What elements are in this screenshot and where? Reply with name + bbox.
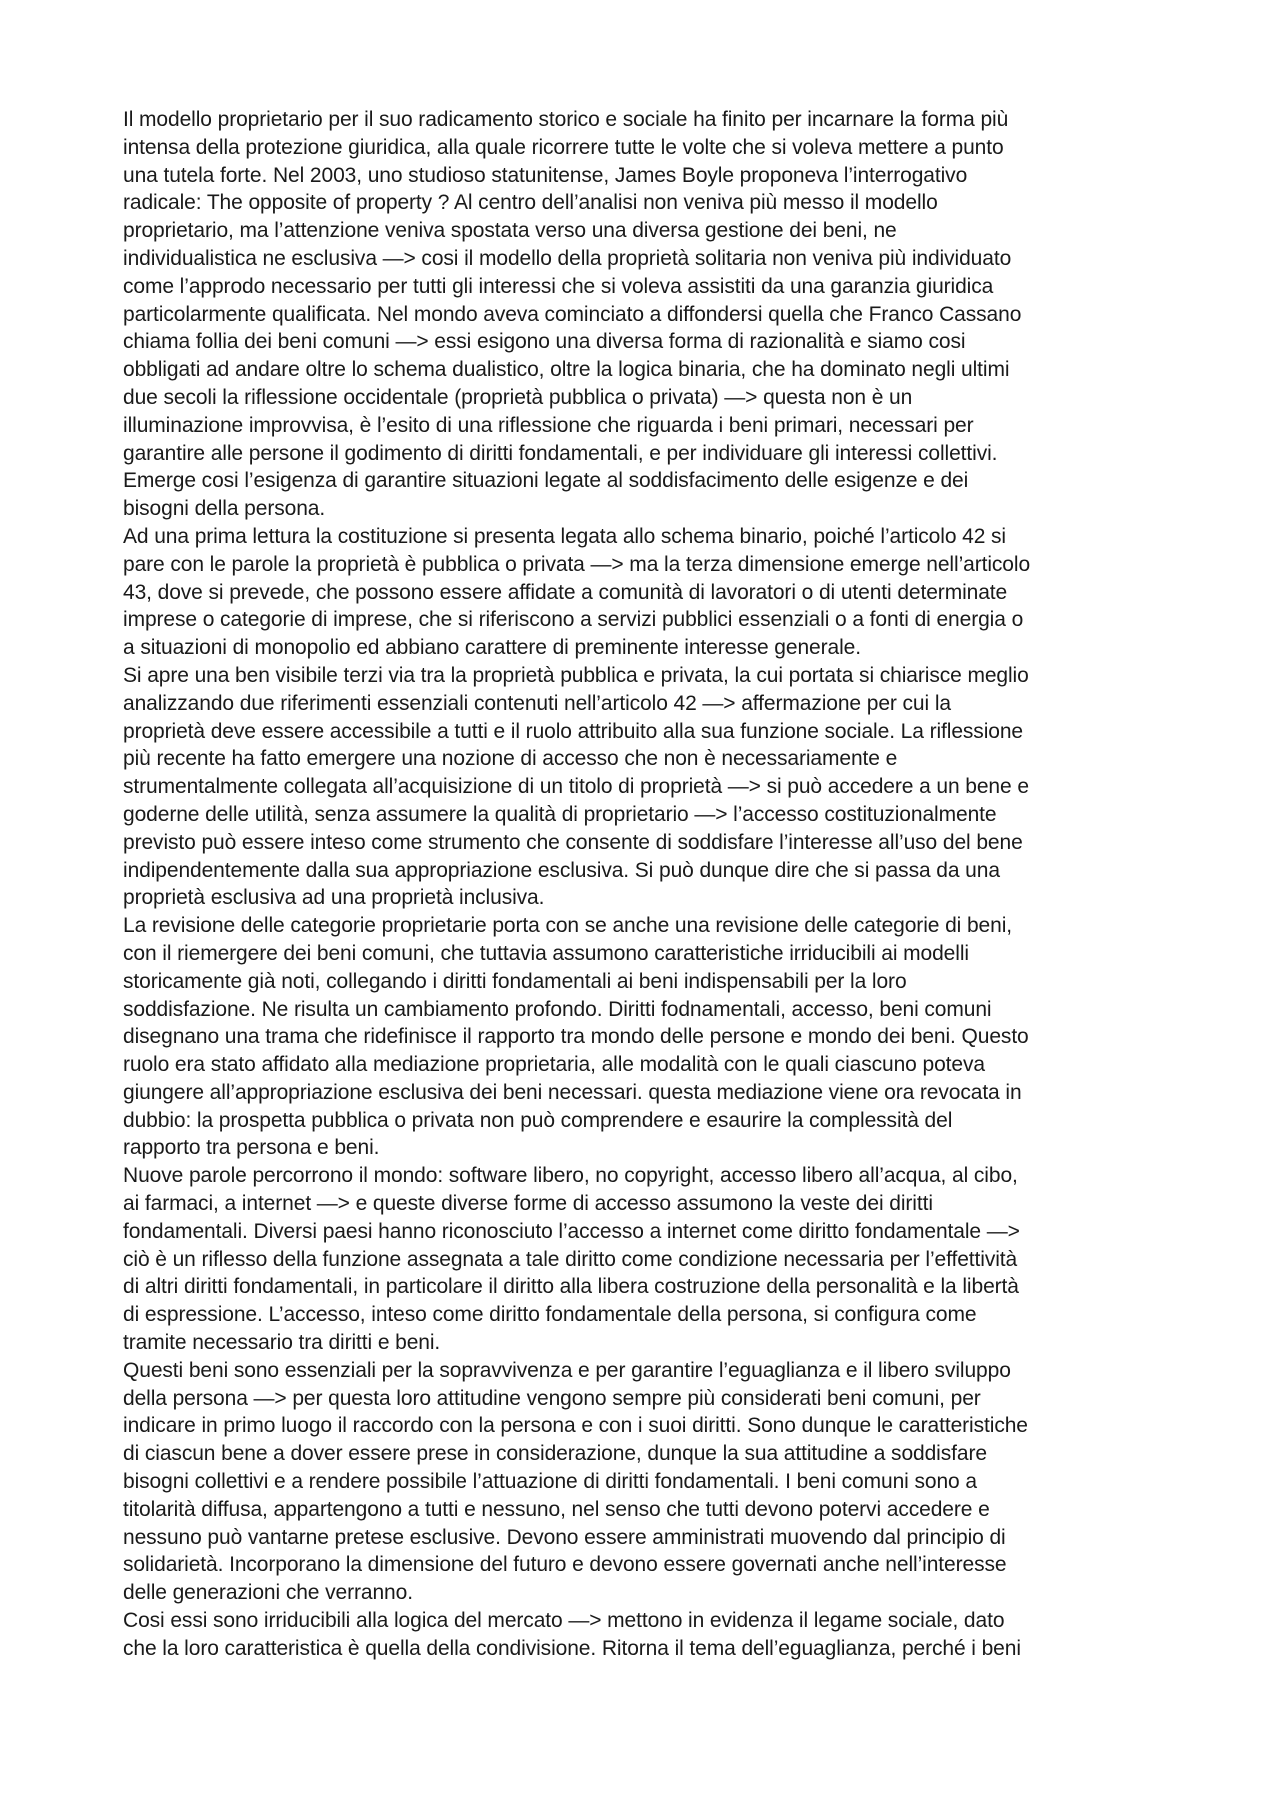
text-line: storicamente già noti, collegando i diritti fondamentali ai beni indispensabili per la loro — [123, 969, 907, 993]
text-line: come l’approdo necessario per tutti gli interessi che si voleva assistiti da una garanzia giuridica — [123, 274, 994, 298]
text-line: imprese o categorie di imprese, che si riferiscono a servizi pubblici essenziali o a fonti di energia o — [123, 608, 1024, 632]
text-line: più recente ha fatto emergere una nozione di accesso che non è necessariamente e — [123, 747, 898, 771]
text-line: solidarietà. Incorporano la dimensione del futuro e devono essere governati anche nell’interesse — [123, 1553, 1007, 1577]
text-line: indicare in primo luogo il raccordo con la persona e con i suoi diritti. Sono dunque le caratteristiche — [123, 1414, 1028, 1438]
text-line: delle generazioni che verranno. — [123, 1581, 413, 1605]
text-line: goderne delle utilità, senza assumere la qualità di proprietario —> l’accesso costituzionalmente — [123, 802, 997, 826]
text-line: tramite necessario tra diritti e beni. — [123, 1331, 441, 1355]
text-line: pare con le parole la proprietà è pubblica o privata —> ma la terza dimensione emerge nell’articolo — [123, 552, 1031, 576]
text-line: bisogni della persona. — [123, 497, 326, 521]
text-line: strumentalmente collegata all’acquisizione di un titolo di proprietà —> si può accedere a un bene e — [123, 775, 1029, 799]
text-line: ruolo era stato affidato alla mediazione proprietaria, alle modalità con le quali ciascuno poteva — [123, 1053, 985, 1077]
text-line: della persona —> per questa loro attitudine vengono sempre più considerati beni comuni, per — [123, 1386, 981, 1410]
text-line: previsto può essere inteso come strumento che consente di soddisfare l’interesse all’uso del bene — [123, 830, 1023, 854]
text-line: ciò è un riflesso della funzione assegnata a tale diritto come condizione necessaria per l’effettività — [123, 1247, 1018, 1271]
text-line: individualistica ne esclusiva —> cosi il modello della proprietà solitaria non veniva più individuato — [123, 246, 1012, 270]
text-line: proprietà esclusiva ad una proprietà inclusiva. — [123, 886, 545, 910]
text-line: particolarmente qualificata. Nel mondo aveva cominciato a diffondersi quella che Franco Cassano — [123, 302, 1022, 326]
text-line: Cosi essi sono irriducibili alla logica del mercato —> mettono in evidenza il legame sociale, dato — [123, 1609, 1005, 1633]
text-line: fondamentali. Diversi paesi hanno riconosciuto l’accesso a internet come diritto fondamentale —> — [123, 1219, 1020, 1243]
text-line: Questi beni sono essenziali per la sopravvivenza e per garantire l’eguaglianza e il libero sviluppo — [123, 1358, 1011, 1382]
text-line: titolarità diffusa, appartengono a tutti e nessuno, nel senso che tutti devono potervi accedere e — [123, 1497, 990, 1521]
text-line: con il riemergere dei beni comuni, che tuttavia assumono caratteristiche irriducibili ai modelli — [123, 941, 969, 965]
text-line: che la loro caratteristica è quella della condivisione. Ritorna il tema dell’eguaglianza, perché i beni — [123, 1636, 1021, 1660]
text-line: rapporto tra persona e beni. — [123, 1136, 380, 1160]
text-line: intensa della protezione giuridica, alla quale ricorrere tutte le volte che si voleva mettere a punto — [123, 135, 1004, 159]
text-line: due secoli la riflessione occidentale (proprietà pubblica o privata) —> questa non è un — [123, 385, 913, 409]
text-line: Ad una prima lettura la costituzione si presenta legata allo schema binario, poiché l’articolo 42 si — [123, 524, 1006, 548]
text-line: di espressione. L’accesso, inteso come diritto fondamentale della persona, si configura come — [123, 1303, 977, 1327]
text-line: analizzando due riferimenti essenziali contenuti nell’articolo 42 —> affermazione per cui la — [123, 691, 951, 715]
text-line: nessuno può vantarne pretese esclusive. Devono essere amministrati muovendo dal principio di — [123, 1525, 1006, 1549]
text-line: chiama follia dei beni comuni —> essi esigono una diversa forma di razionalità e siamo cosi — [123, 330, 966, 354]
text-line: di ciascun bene a dover essere prese in considerazione, dunque la sua attitudine a soddisfare — [123, 1442, 987, 1466]
text-line: soddisfazione. Ne risulta un cambiamento profondo. Diritti fodnamentali, accesso, beni comuni — [123, 997, 992, 1021]
text-line: obbligati ad andare oltre lo schema dualistico, oltre la logica binaria, che ha dominato negli ultimi — [123, 358, 1010, 382]
text-line: dubbio: la prospetta pubblica o privata non può comprendere e esaurire la complessità del — [123, 1108, 953, 1132]
text-line: bisogni collettivi e a rendere possibile l’attuazione di diritti fondamentali. I beni comuni sono a — [123, 1470, 977, 1494]
text-line: una tutela forte. Nel 2003, uno studioso statunitense, James Boyle proponeva l’interrogativo — [123, 163, 968, 187]
text-line: Emerge cosi l’esigenza di garantire situazioni legate al soddisfacimento delle esigenze e dei — [123, 469, 969, 493]
text-line: di altri diritti fondamentali, in particolare il diritto alla libera costruzione della personalità e la libertà — [123, 1275, 1019, 1299]
text-line: garantire alle persone il godimento di diritti fondamentali, e per individuare gli interessi collettivi. — [123, 441, 998, 465]
text-line: Nuove parole percorrono il mondo: software libero, no copyright, accesso libero all’acqua, al cibo, — [123, 1164, 1018, 1188]
text-line: radicale: The opposite of property ? Al centro dell’analisi non veniva più messo il modello — [123, 191, 938, 215]
text-line: Il modello proprietario per il suo radicamento storico e sociale ha finito per incarnare la forma più — [123, 108, 1009, 131]
text-line: La revisione delle categorie proprietarie porta con se anche una revisione delle categorie di beni, — [123, 914, 1012, 938]
text-line: ai farmaci, a internet —> e queste diverse forme di accesso assumono la veste dei diritti — [123, 1192, 933, 1216]
text-line: disegnano una trama che ridefinisce il rapporto tra mondo delle persone e mondo dei beni. Questo — [123, 1025, 1029, 1049]
text-line: giungere all’appropriazione esclusiva dei beni necessari. questa mediazione viene ora revocata in — [123, 1080, 1022, 1104]
text-line: illuminazione improvvisa, è l’esito di una riflessione che riguarda i beni primari, necessari per — [123, 413, 974, 437]
text-line: proprietà deve essere accessibile a tutti e il ruolo attribuito alla sua funzione sociale. La riflessione — [123, 719, 1024, 743]
text-line: 43, dove si prevede, che possono essere affidate a comunità di lavoratori o di utenti determinate — [123, 580, 1008, 604]
body-text — [123, 106, 1163, 1663]
text-line: indipendentemente dalla sua appropriazione esclusiva. Si può dunque dire che si passa da una — [123, 858, 1000, 882]
text-line: a situazioni di monopolio ed abbiano carattere di preminente interesse generale. — [123, 636, 861, 660]
text-line: proprietario, ma l’attenzione veniva spostata verso una diversa gestione dei beni, ne — [123, 219, 897, 243]
text-line: Si apre una ben visibile terzi via tra la proprietà pubblica e privata, la cui portata si chiarisce meglio — [123, 663, 1029, 687]
